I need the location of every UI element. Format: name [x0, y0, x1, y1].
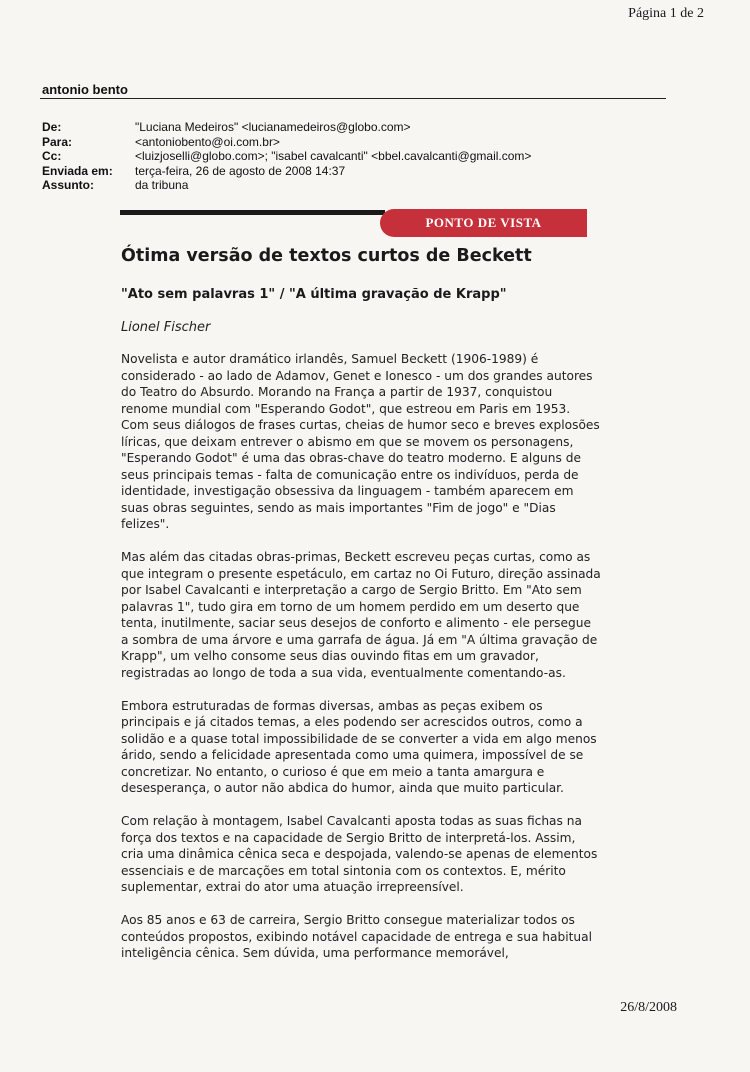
sender-divider [40, 98, 666, 99]
section-tag: PONTO DE VISTA [380, 209, 587, 237]
footer-date: 26/8/2008 [620, 1000, 677, 1015]
article-paragraph: Com relação à montagem, Isabel Cavalcanti aposta todas as suas fichas na força dos textos e na capacidade de Sergio Britto de interpretá-los. Assim, cria uma dinâmica cênica seca e despojada, valendo-se apenas de elementos essenciais e de marcações em total sintonia com os contextos. E, mérito suplementar, extrai do ator uma atuação irrepreensível. [121, 814, 598, 894]
header-value-sent: terça-feira, 26 de agosto de 2008 14:37 [135, 163, 346, 178]
header-row-sent [42, 164, 531, 179]
header-row-subject [42, 178, 531, 193]
article-author: Lionel Fischer [121, 320, 211, 335]
header-value-from: "Luciana Medeiros" <lucianamedeiros@globo.com> [135, 120, 411, 134]
header-value-cc: <luizjoselli@globo.com>; "isabel cavalcanti" <bbel.cavalcanti@gmail.com> [135, 149, 532, 164]
article-body [121, 351, 601, 978]
header-label-cc: Cc: [42, 149, 62, 164]
header-label-to: Para: [42, 134, 73, 149]
sender-name: antonio bento [42, 82, 128, 97]
article-title: Ótima versão de textos curtos de Beckett [121, 246, 532, 266]
header-row-to [42, 135, 531, 150]
page-number: Página 1 de 2 [628, 6, 704, 21]
article-paragraph: Mas além das citadas obras-primas, Beckett escreveu peças curtas, como as que integram o presente espetáculo, em cartaz no Oi Futuro, direção assinada por Isabel Cavalcanti e interpretação a cargo de Sergio Britto. Em "Ato sem palavras 1", tudo gira em torno de um homem perdido em um deserto que tenta, inutilmente, saciar seus desejos de conforto e alimento - ele persegue a sombra de uma árvore e uma garrafa de água. Já em "A última gravação de Krapp", um velho consome seus dias ouvindo fitas em um gravador, registradas ao longo de toda a sua vida, eventualmente comentando-as. [121, 550, 601, 680]
header-value-to: <antoniobento@oi.com.br> [135, 134, 280, 149]
email-headers [42, 120, 531, 193]
article-paragraph: Aos 85 anos e 63 de carreira, Sergio Britto consegue materializar todos os conteúdos propostos, exibindo notável capacidade de entrega e sua habitual inteligência cênica. Sem dúvida, uma performance memorável, [121, 913, 592, 960]
header-label-from: De: [42, 120, 62, 134]
header-label-subject: Assunto: [42, 178, 94, 193]
header-row-cc [42, 149, 531, 164]
section-banner-rule [120, 210, 385, 215]
article-paragraph: Novelista e autor dramático irlandês, Samuel Beckett (1906-1989) é considerado - ao lado de Adamov, Genet e Ionesco - um dos grandes autores do Teatro do Absurdo. Morando na França a partir de 1937, conquistou renome mundial com "Esperando Godot", que estreou em Paris em 1953. Com seus diálogos de frases curtas, cheias de humor seco e breves explosões líricas, que deixam entrever o abismo em que se movem os personagens, "Esperando Godot" é uma das obras-chave do teatro moderno. E alguns de seus principais temas - falta de comunicação entre os indivíduos, perda de identidade, investigação obsessiva da linguagem - também aparecem em suas obras seguintes, sendo as mais importantes "Fim de jogo" e "Dias felizes". [121, 352, 600, 531]
article-paragraph: Embora estruturadas de formas diversas, ambas as peças exibem os principais e já citados temas, a eles podendo ser acrescidos outros, como a solidão e a quase total impossibilidade de se converter a vida em algo menos árido, sendo a felicidade apresentada como uma quimera, impossível de se concretizar. No entanto, o curioso é que em meio a tanta amargura e desesperança, o autor não abdica do humor, ainda que muito particular. [121, 698, 597, 795]
header-row-from [42, 120, 531, 135]
header-value-subject: da tribuna [135, 178, 189, 193]
header-label-sent: Enviada em: [42, 163, 113, 178]
article-subtitle: "Ato sem palavras 1" / "A última gravação de Krapp" [121, 287, 507, 302]
